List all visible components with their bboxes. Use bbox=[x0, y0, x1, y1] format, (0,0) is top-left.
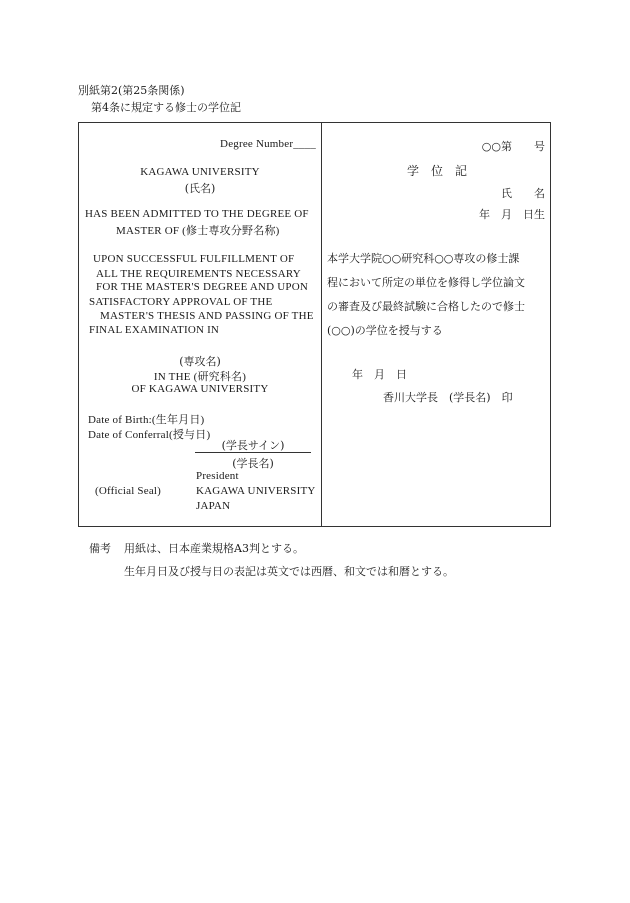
president-signature: (学長サイン) bbox=[195, 440, 311, 453]
body-line-jp: 程において所定の単位を修得し学位論文 bbox=[327, 276, 525, 289]
president-line-jp: 香川大学長 (学長名) 印 bbox=[383, 391, 513, 404]
certificate-number: ○○第 号 bbox=[481, 140, 545, 153]
university-name: KAGAWA UNIVERSITY bbox=[140, 166, 260, 178]
admitted-line-2: MASTER OF (修士専攻分野名称) bbox=[116, 225, 280, 237]
country: JAPAN bbox=[196, 500, 231, 512]
major-name: (専攻名) bbox=[179, 355, 221, 368]
date-of-conferral: Date of Conferral(授与日) bbox=[88, 429, 211, 441]
body-line-jp: (○○)の学位を授与する bbox=[327, 324, 443, 337]
date-of-birth: Date of Birth:(生年月日) bbox=[88, 414, 205, 426]
degree-number: Degree Number____ bbox=[220, 138, 316, 150]
recipient-name-jp: 氏 名 bbox=[501, 187, 545, 200]
body-line: MASTER'S THESIS AND PASSING OF THE bbox=[100, 310, 314, 322]
birth-date-jp: 年 月 日生 bbox=[479, 208, 545, 221]
body-line-jp: の審査及び最終試験に合格したので修士 bbox=[327, 300, 525, 313]
body-line-jp: 本学大学院○○研究科○○専攻の修士課 bbox=[327, 252, 520, 265]
recipient-name: (氏名) bbox=[184, 182, 216, 195]
body-line: FOR THE MASTER'S DEGREE AND UPON bbox=[96, 281, 309, 293]
certificate-title: 学 位 記 bbox=[407, 164, 468, 178]
admitted-line-1: HAS BEEN ADMITTED TO THE DEGREE OF bbox=[85, 208, 309, 220]
official-seal: (Official Seal) bbox=[95, 485, 162, 497]
footer-university: KAGAWA UNIVERSITY bbox=[196, 485, 316, 497]
document-subtitle: 第4条に規定する修士の学位記 bbox=[91, 101, 241, 114]
note-date-notation: 生年月日及び授与日の表記は英文では西暦、和文では和暦とする。 bbox=[124, 565, 454, 578]
appendix-label: 別紙第2(第25条関係) bbox=[78, 84, 185, 97]
conferral-date-jp: 年 月 日 bbox=[352, 368, 407, 381]
center-divider bbox=[321, 122, 322, 527]
body-line: FINAL EXAMINATION IN bbox=[89, 324, 220, 336]
body-line: UPON SUCCESSFUL FULFILLMENT OF bbox=[93, 253, 295, 265]
note-paper-size: 用紙は、日本産業規格A3判とする。 bbox=[124, 542, 304, 555]
graduate-school: IN THE (研究科名) bbox=[153, 371, 247, 383]
president-title: President bbox=[196, 470, 239, 482]
notes-label: 備考 bbox=[89, 542, 111, 555]
of-university: OF KAGAWA UNIVERSITY bbox=[131, 383, 269, 395]
body-line: ALL THE REQUIREMENTS NECESSARY bbox=[96, 268, 301, 280]
president-name: (学長名) bbox=[232, 457, 274, 470]
body-line: SATISFACTORY APPROVAL OF THE bbox=[89, 296, 273, 308]
